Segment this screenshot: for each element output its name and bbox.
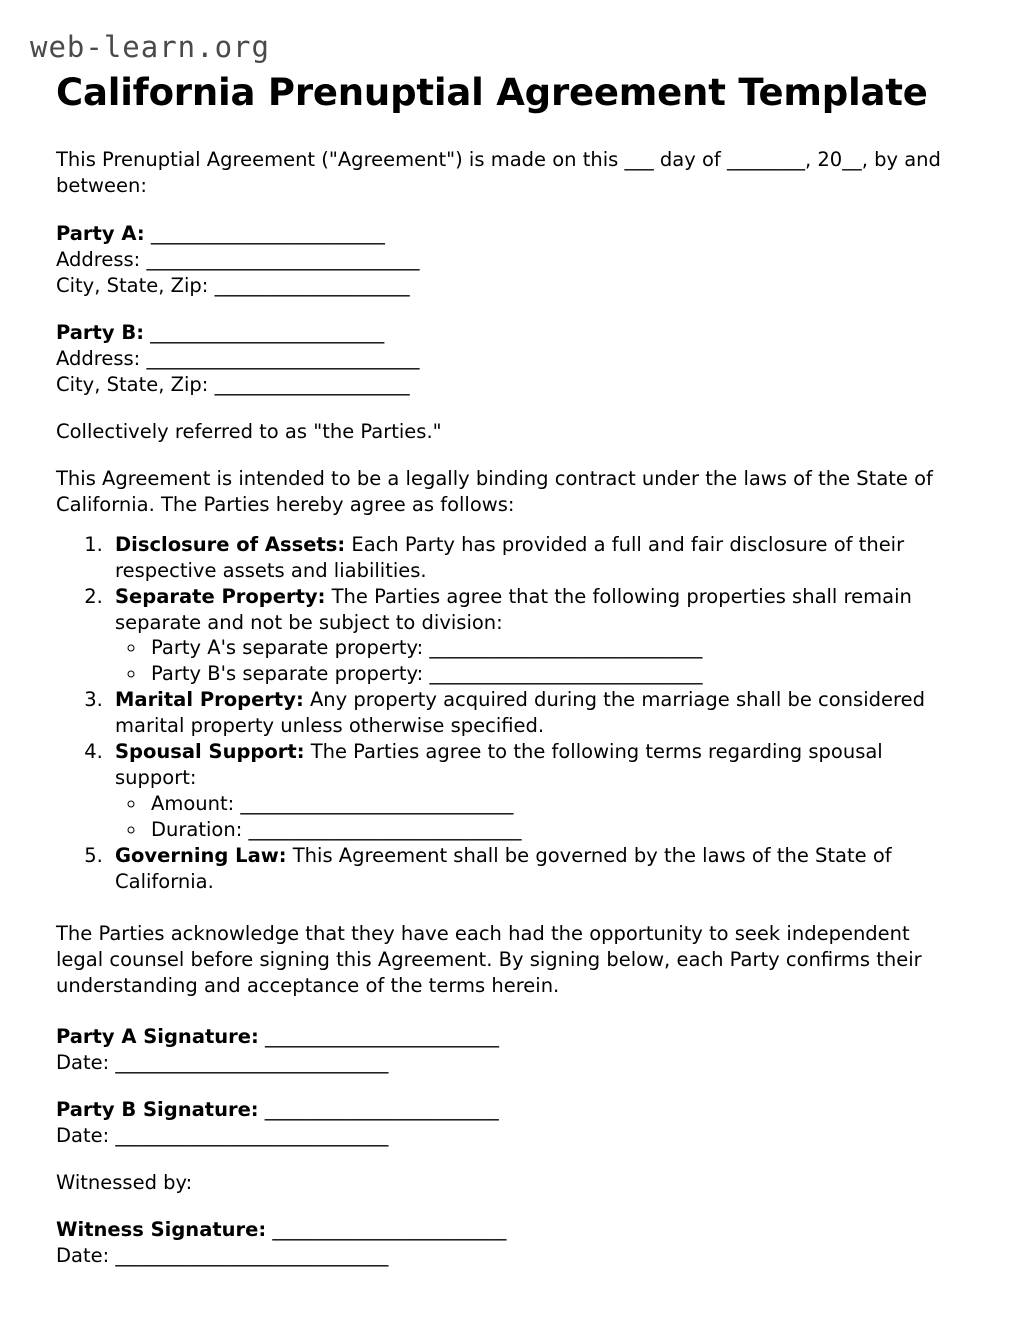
witnessed-by-label: Witnessed by: — [56, 1171, 193, 1195]
party-a-name-label: Party A: — [56, 222, 145, 246]
term-body: Each Party has provided a full and fair disclosure of their respective assets and liabilities. — [115, 532, 905, 582]
party-a-date-line — [56, 1050, 961, 1076]
party-a-city-line — [56, 273, 961, 299]
witness-signature-line — [56, 1217, 961, 1243]
terms-list — [56, 532, 961, 895]
party-b-signature-line — [56, 1097, 961, 1123]
list-item — [147, 817, 961, 843]
party-b-name-label: Party B: — [56, 321, 145, 345]
witness-date-line — [56, 1243, 961, 1269]
party-a-signature-block — [56, 1024, 961, 1076]
subterm-fill[interactable]: ____________________________ — [429, 662, 703, 686]
party-a-address-line — [56, 247, 961, 273]
collective-paragraph: Collectively referred to as "the Parties." — [56, 419, 442, 443]
list-item — [147, 661, 961, 687]
term-title: Separate Property: — [115, 584, 326, 608]
list-item — [109, 532, 961, 584]
witness-signature-block — [56, 1217, 961, 1269]
party-a-date-label: Date: — [56, 1051, 110, 1075]
party-b-address-label: Address: — [56, 347, 141, 371]
document-content — [56, 70, 961, 1269]
term-title: Spousal Support: — [115, 740, 305, 764]
list-item — [109, 843, 961, 895]
party-b-name-line — [56, 320, 961, 346]
party-b-address-fill[interactable]: ____________________________ — [146, 347, 420, 371]
subterms-list — [115, 791, 961, 843]
party-b-date-label: Date: — [56, 1124, 110, 1148]
witness-signature-fill[interactable]: ________________________ — [272, 1218, 507, 1242]
subterm-label: Party B's separate property: — [151, 662, 424, 686]
term-title: Governing Law: — [115, 843, 287, 867]
party-b-city-label: City, State, Zip: — [56, 373, 209, 397]
list-item — [109, 584, 961, 688]
subterm-label: Duration: — [151, 817, 243, 841]
party-b-signature-fill[interactable]: ________________________ — [264, 1098, 499, 1122]
party-b-city-fill[interactable]: ____________________ — [214, 373, 410, 397]
subterms-list — [115, 635, 961, 687]
binding-paragraph: This Agreement is intended to be a legally binding contract under the laws of the State of California. The Parties hereby agree as follows: — [56, 466, 933, 516]
party-a-address-label: Address: — [56, 248, 141, 272]
party-a-city-label: City, State, Zip: — [56, 274, 209, 298]
party-b-address-line — [56, 346, 961, 372]
party-a-signature-label: Party A Signature: — [56, 1025, 259, 1049]
list-item — [147, 791, 961, 817]
party-a-city-fill[interactable]: ____________________ — [214, 274, 410, 298]
subterm-fill[interactable]: ____________________________ — [240, 791, 514, 815]
page-title: California Prenuptial Agreement Template — [56, 71, 928, 114]
site-watermark: web-learn.org — [30, 30, 270, 64]
party-a-block — [56, 221, 961, 299]
witness-date-label: Date: — [56, 1243, 110, 1267]
party-a-signature-fill[interactable]: ________________________ — [265, 1025, 500, 1049]
party-a-signature-line — [56, 1024, 961, 1050]
party-b-city-line — [56, 372, 961, 398]
acknowledgment-paragraph: The Parties acknowledge that they have each had the opportunity to seek independent legal counsel before signing this Agreement. By signing below, each Party confirms their understanding and acceptance of the terms herein. — [56, 921, 922, 997]
party-b-signature-block — [56, 1097, 961, 1149]
term-title: Disclosure of Assets: — [115, 532, 346, 556]
intro-paragraph: This Prenuptial Agreement ("Agreement") is made on this ___ day of ________, 20__, by and between: — [56, 147, 941, 197]
subterm-fill[interactable]: ____________________________ — [429, 636, 703, 660]
list-item — [109, 739, 961, 843]
party-b-date-fill[interactable]: ____________________________ — [115, 1124, 389, 1148]
witness-date-fill[interactable]: ____________________________ — [115, 1243, 389, 1267]
subterm-fill[interactable]: ____________________________ — [248, 817, 522, 841]
term-body: The Parties agree to the following terms regarding spousal support: — [115, 740, 883, 790]
term-body: This Agreement shall be governed by the laws of the State of California. — [115, 843, 892, 893]
list-item — [109, 687, 961, 739]
party-a-name-line — [56, 221, 961, 247]
party-a-date-fill[interactable]: ____________________________ — [115, 1051, 389, 1075]
party-a-name-fill[interactable]: ________________________ — [150, 222, 385, 246]
subterm-label: Amount: — [151, 791, 235, 815]
party-a-address-fill[interactable]: ____________________________ — [146, 248, 420, 272]
party-b-block — [56, 320, 961, 398]
witness-signature-label: Witness Signature: — [56, 1218, 267, 1242]
term-body: Any property acquired during the marriage shall be considered marital property unless otherwise specified. — [115, 688, 925, 738]
party-b-date-line — [56, 1123, 961, 1149]
party-b-signature-label: Party B Signature: — [56, 1098, 259, 1122]
list-item — [147, 635, 961, 661]
subterm-label: Party A's separate property: — [151, 636, 424, 660]
term-body: The Parties agree that the following properties shall remain separate and not be subject to division: — [115, 584, 912, 634]
party-b-name-fill[interactable]: ________________________ — [150, 321, 385, 345]
term-title: Marital Property: — [115, 688, 304, 712]
